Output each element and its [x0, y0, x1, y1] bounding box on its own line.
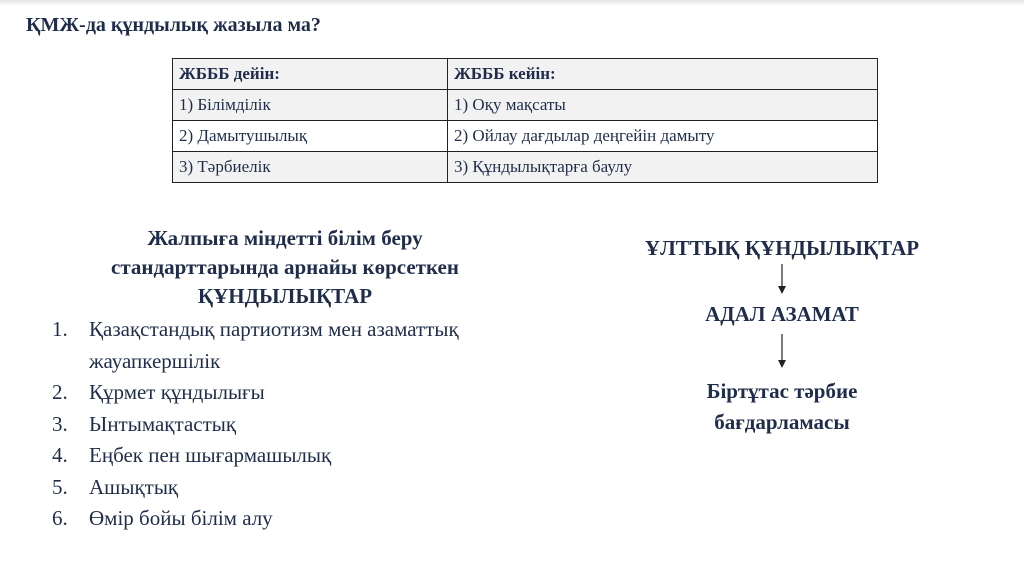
- slide-title: ҚМЖ-да құндылық жазыла ма?: [26, 14, 321, 36]
- list-item-number: 4.: [52, 443, 68, 467]
- values-heading-line: Жалпыға міндетті білім беру: [147, 226, 423, 250]
- list-item-number: 6.: [52, 506, 68, 530]
- list-item-line: Қазақстандық партиотизм мен азаматтық: [89, 317, 459, 341]
- list-item-line: жауапкершілік: [89, 348, 221, 373]
- list-item-text: Өмір бойы білім алу: [89, 506, 273, 530]
- list-item-number: 5.: [52, 474, 68, 499]
- table-row: [173, 152, 878, 183]
- flow-step-honest-citizen: АДАЛ АЗАМАТ: [705, 302, 859, 326]
- list-item: [52, 314, 572, 377]
- list-item-text: Құрмет құндылығы: [89, 380, 265, 404]
- list-item-text: Ынтымақтастық: [89, 411, 237, 436]
- table-cell: 1) Оқу мақсаты: [448, 90, 878, 121]
- comparison-table: [172, 58, 878, 183]
- table-cell: 3) Тәрбиелік: [173, 152, 448, 183]
- table-header-cell: ЖБББ кейін:: [448, 59, 878, 90]
- list-item: [52, 472, 572, 504]
- list-item-number: 1.: [52, 317, 68, 341]
- table-row: [173, 121, 878, 152]
- flow-step-national-values: ҰЛТТЫҚ ҚҰНДЫЛЫҚТАР: [644, 236, 920, 260]
- flow-step-program-line: бағдарламасы: [714, 410, 850, 434]
- list-item: [52, 409, 572, 441]
- list-item-number: 2.: [52, 380, 68, 404]
- flow-step-program-line: Біртұтас тәрбие: [706, 379, 858, 403]
- list-item: [52, 377, 572, 409]
- table-cell: 2) Ойлау дағдылар деңгейін дамыту: [448, 121, 878, 152]
- list-item-text: Еңбек пен шығармашылық: [89, 443, 332, 467]
- table-cell: 2) Дамытушылық: [173, 121, 448, 152]
- table-row: [173, 90, 878, 121]
- arrow-down-icon: [777, 334, 787, 368]
- table-cell: 3) Құндылықтарға баулу: [448, 152, 878, 183]
- top-strip: [0, 0, 1024, 6]
- table-header-cell: ЖБББ дейін:: [173, 59, 448, 90]
- list-item-text: Ашықтық: [89, 474, 179, 499]
- list-item: [52, 503, 572, 535]
- list-item-text: [89, 314, 572, 377]
- table-header-row: [173, 59, 878, 90]
- values-heading-line: стандарттарында арнайы көрсеткен: [111, 255, 459, 279]
- arrow-down-icon: [777, 264, 787, 294]
- values-heading-line: ҚҰНДЫЛЫҚТАР: [197, 284, 373, 308]
- values-list: [52, 314, 572, 535]
- values-heading: [60, 224, 510, 311]
- flow-step-program: [582, 376, 982, 438]
- table-cell: 1) Білімділік: [173, 90, 448, 121]
- list-item-number: 3.: [52, 411, 68, 436]
- list-item: [52, 440, 572, 472]
